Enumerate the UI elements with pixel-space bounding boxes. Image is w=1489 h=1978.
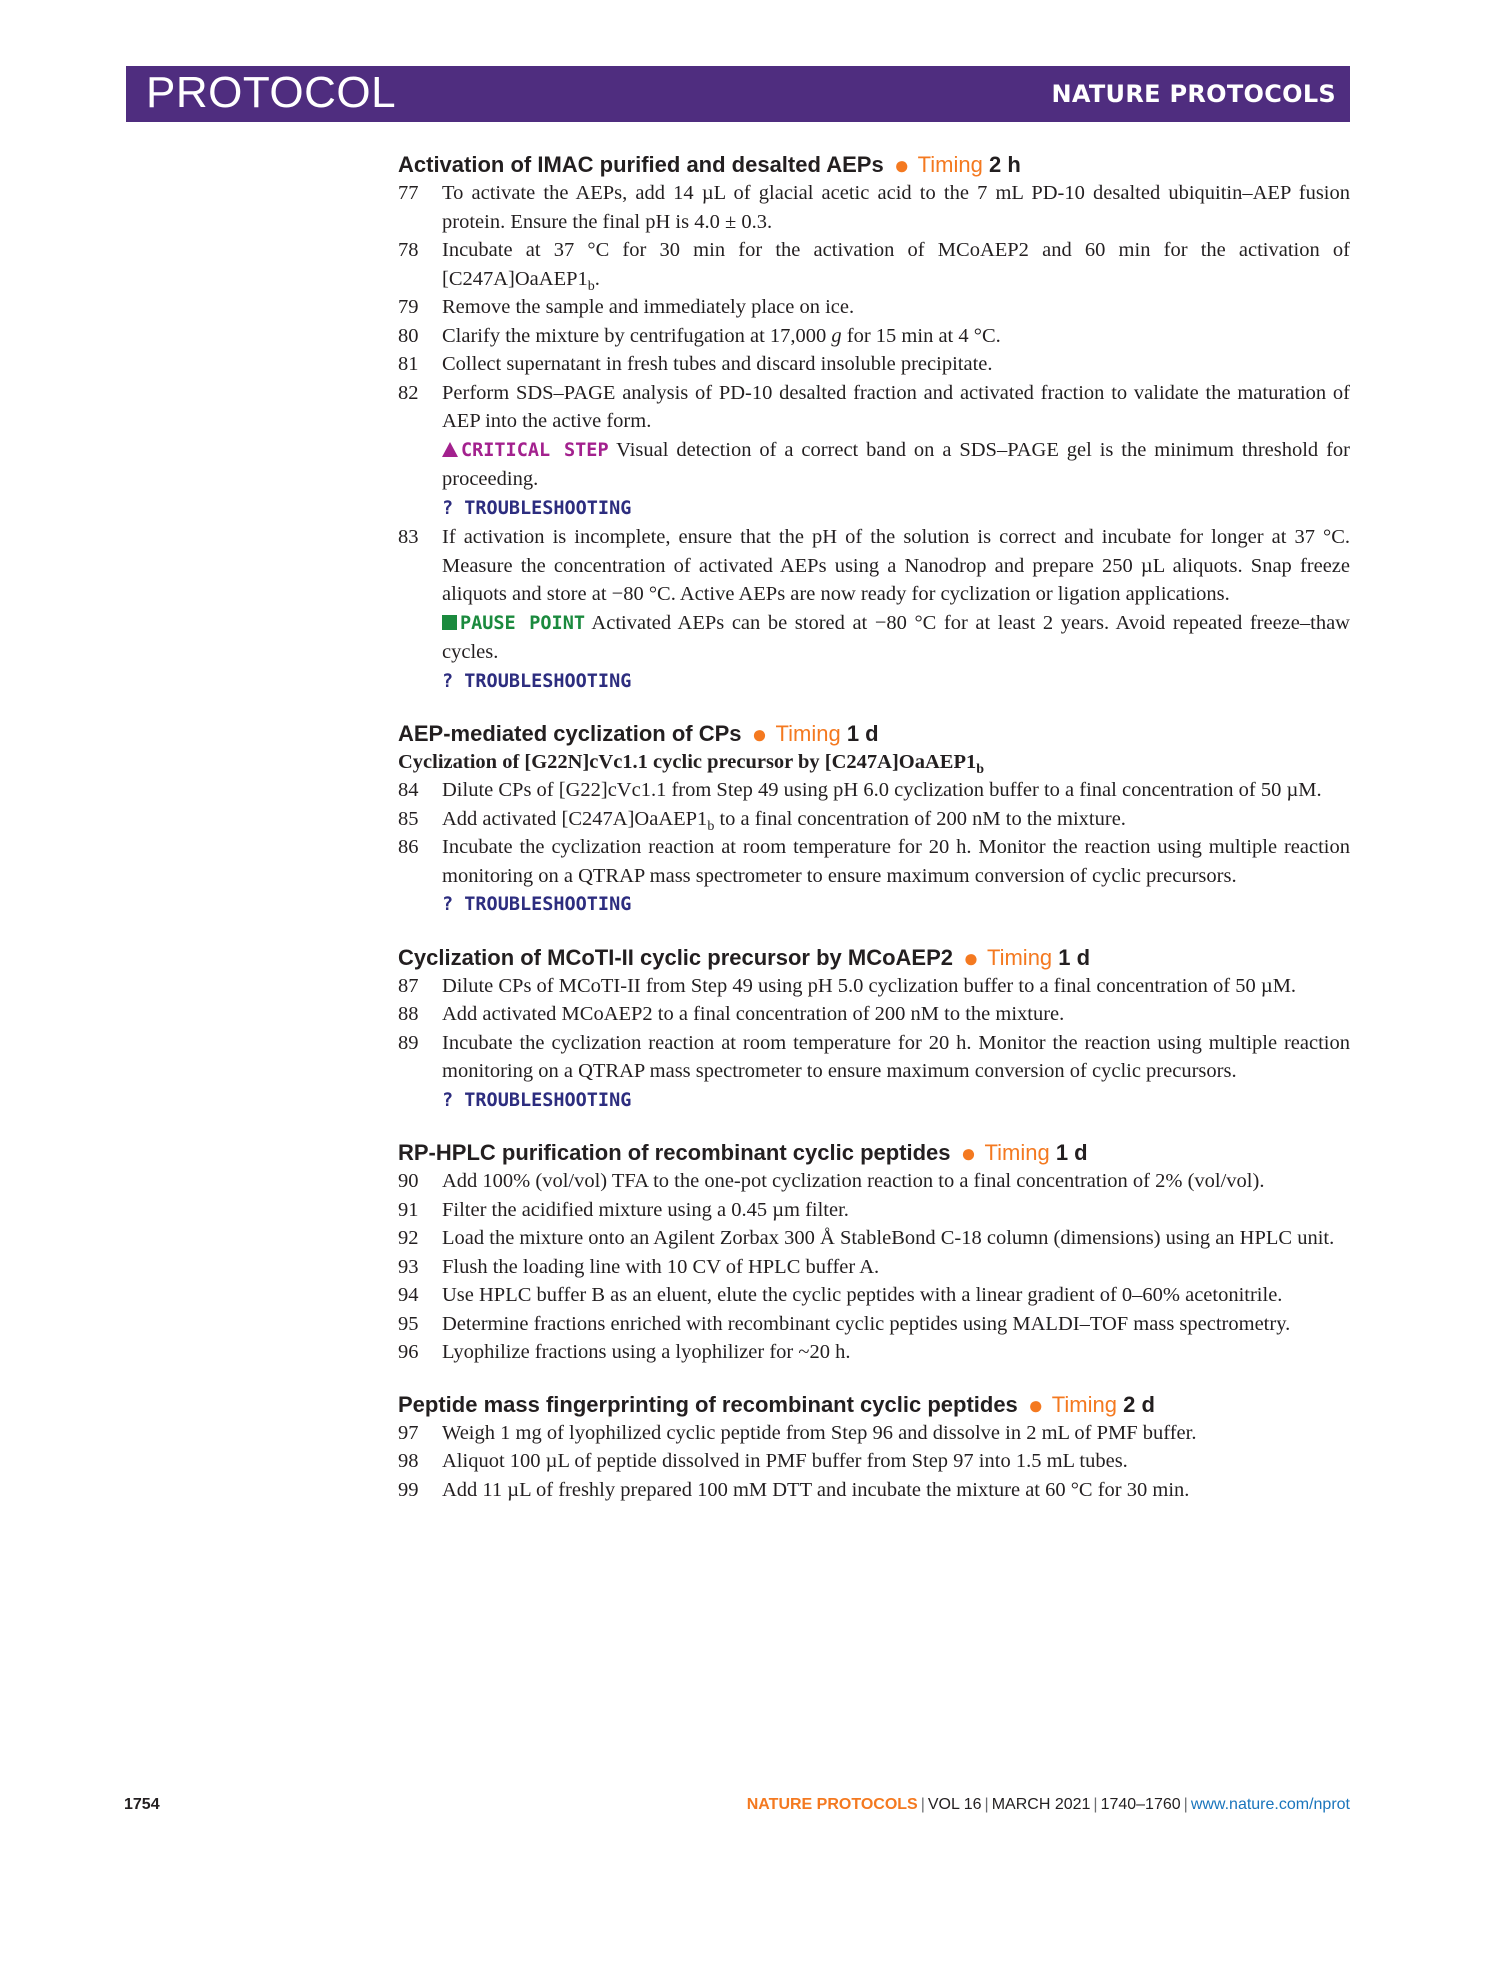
critical-step-text: Visual detection of a correct band on a SDS–PAGE gel is the minimum threshold for proceeding. [442, 438, 1350, 490]
pause-point-label: PAUSE POINT [460, 612, 585, 634]
step-text: Use HPLC buffer B as an eluent, elute the cyclic peptides with a linear gradient of 0–60% acetonitrile. [442, 1284, 1283, 1306]
step-text: Dilute CPs of MCoTI-II from Step 49 using pH 5.0 cyclization buffer to a final concentration of 50 µM. [442, 974, 1297, 997]
timing-dot-icon: ● [893, 150, 910, 180]
step-number: 95 [398, 1312, 419, 1335]
timing-value: 2 d [1123, 1391, 1155, 1417]
step-number: 83 [398, 526, 419, 548]
step-text: Weigh 1 mg of lyophilized cyclic peptide from Step 96 and dissolve in 2 mL of PMF buffer. [442, 1421, 1197, 1444]
timing-dot-icon: ● [960, 1138, 977, 1168]
footer-pages: 1740–1760 [1100, 1796, 1181, 1813]
timing-dot-icon: ● [963, 942, 979, 973]
section-title: RP-HPLC purification of recombinant cyclic peptides [398, 1140, 951, 1165]
step-number: 91 [398, 1198, 419, 1221]
step-text: Incubate the cyclization reaction at room temperature for 20 h. Monitor the reaction using multiple reaction monitoring on a QTRAP mass spectrometer to ensure maximum conversion of cyclic precursors. [442, 836, 1350, 887]
step-number: 90 [398, 1170, 419, 1192]
subscript: b [707, 818, 715, 834]
page-number: 1754 [124, 1796, 160, 1813]
step-text-main: Incubate at 37 °C for 30 min for the activation of MCoAEP2 and 60 min for the activation of [C247A]OaAEP1 [442, 239, 1350, 290]
step-number: 78 [398, 239, 419, 261]
step-96 [398, 1338, 1350, 1367]
timing-value: 1 d [1058, 944, 1091, 970]
section-heading-rphplc [398, 1139, 1350, 1167]
step-number: 89 [398, 1031, 419, 1054]
footer-journal-name: NATURE PROTOCOLS [746, 1796, 918, 1813]
step-text: Filter the acidified mixture using a 0.45 µm filter. [442, 1198, 849, 1221]
step-79 [398, 293, 1350, 322]
step-number: 99 [398, 1478, 419, 1501]
step-93 [398, 1253, 1350, 1282]
section-heading-pmf [398, 1391, 1350, 1419]
pause-point-note [442, 609, 1350, 667]
step-text-b: for 15 min at 4 °C. [841, 324, 1001, 347]
step-text: Load the mixture onto an Agilent Zorbax 300 Å StableBond C-18 column (dimensions) using an HPLC unit. [442, 1227, 1335, 1249]
header-banner [126, 66, 1350, 122]
timing-dot-icon: ● [751, 719, 768, 749]
step-text [442, 805, 1350, 834]
step-77 [398, 179, 1350, 236]
timing-label: Timing [986, 944, 1053, 970]
critical-step-note [442, 436, 1350, 494]
troubleshooting-link[interactable] [442, 667, 1350, 697]
step-text [442, 322, 1350, 351]
timing-label: Timing [984, 1140, 1050, 1165]
step-95 [398, 1310, 1350, 1339]
troubleshooting-link[interactable] [442, 1086, 1350, 1116]
step-87 [398, 972, 1350, 1001]
main-content [398, 151, 1350, 1504]
step-89 [398, 1029, 1350, 1086]
step-text: Remove the sample and immediately place on ice. [442, 296, 855, 318]
step-text [442, 236, 1350, 293]
section-heading-cyclization [398, 720, 1350, 748]
step-text: Dilute CPs of [G22]cVc1.1 from Step 49 using pH 6.0 cyclization buffer to a final concentration of 50 µM. [442, 779, 1322, 801]
step-85 [398, 805, 1350, 834]
page-footer [0, 1796, 1489, 1820]
section-title: Cyclization of MCoTI-II cyclic precursor by MCoAEP2 [398, 944, 953, 970]
step-text: Flush the loading line with 10 CV of HPLC buffer A. [442, 1255, 880, 1278]
step-text: Lyophilize fractions using a lyophilizer for ~20 h. [442, 1341, 851, 1363]
pause-square-icon [442, 615, 457, 630]
step-text-a: Clarify the mixture by centrifugation at 17,000 [442, 324, 832, 347]
step-99 [398, 1476, 1350, 1505]
troubleshooting-label[interactable]: ? TROUBLESHOOTING [442, 497, 632, 519]
timing-value: 1 d [846, 721, 879, 746]
timing-value: 2 h [988, 152, 1021, 177]
subscript: b [587, 278, 595, 294]
critical-triangle-icon [442, 442, 458, 457]
step-number: 86 [398, 836, 419, 858]
step-number: 87 [398, 974, 419, 997]
protocol-label: PROTOCOL [146, 68, 397, 117]
step-text-end: . [594, 267, 600, 290]
timing-label: Timing [775, 721, 841, 746]
step-81 [398, 350, 1350, 379]
step-number: 92 [398, 1227, 419, 1249]
step-number: 82 [398, 381, 419, 404]
step-88 [398, 1000, 1350, 1029]
step-number: 85 [398, 807, 419, 830]
pause-point-text: Activated AEPs can be stored at −80 °C for at least 2 years. Avoid repeated freeze–thaw cycles. [442, 611, 1350, 663]
subsection-heading-g22n [398, 748, 1350, 776]
footer-date: MARCH 2021 [991, 1796, 1091, 1813]
troubleshooting-label[interactable]: ? TROUBLESHOOTING [442, 894, 632, 915]
step-86 [398, 833, 1350, 890]
step-number: 84 [398, 779, 419, 801]
step-94 [398, 1281, 1350, 1310]
step-91 [398, 1196, 1350, 1225]
step-number: 94 [398, 1284, 419, 1306]
step-number: 81 [398, 353, 419, 375]
step-82 [398, 379, 1350, 436]
subscript: b [976, 762, 985, 778]
subsection-title: Cyclization of [G22N]cVc1.1 cyclic precursor by [C247A]OaAEP1 [398, 751, 977, 773]
step-text: Add activated MCoAEP2 to a final concentration of 200 nM to the mixture. [442, 1003, 1065, 1025]
step-78 [398, 236, 1350, 293]
timing-label: Timing [1051, 1391, 1117, 1417]
step-97 [398, 1419, 1350, 1448]
step-98 [398, 1447, 1350, 1476]
timing-label: Timing [917, 152, 983, 177]
step-83 [398, 523, 1350, 609]
troubleshooting-link[interactable] [442, 890, 1350, 920]
step-text: Collect supernatant in fresh tubes and discard insoluble precipitate. [442, 353, 993, 375]
section-heading-activation [398, 151, 1350, 179]
step-text: Incubate the cyclization reaction at room temperature for 20 h. Monitor the reaction using multiple reaction monitoring on a QTRAP mass spectrometer to ensure maximum conversion of cyclic precursors. [442, 1031, 1350, 1082]
step-text-main: Add activated [C247A]OaAEP1 [442, 807, 708, 830]
step-number: 96 [398, 1341, 419, 1363]
step-text: Determine fractions enriched with recombinant cyclic peptides using MALDI–TOF mass spectrometry. [442, 1312, 1291, 1335]
step-text: Add 11 µL of freshly prepared 100 mM DTT and incubate the mixture at 60 °C for 30 min. [442, 1478, 1190, 1501]
troubleshooting-label[interactable]: ? TROUBLESHOOTING [442, 670, 632, 692]
step-92 [398, 1224, 1350, 1253]
timing-dot-icon: ● [1027, 1389, 1044, 1420]
section-title: Activation of IMAC purified and desalted AEPs [398, 152, 884, 177]
section-heading-mcoti [398, 944, 1350, 972]
step-number: 80 [398, 324, 419, 347]
section-title: AEP-mediated cyclization of CPs [398, 721, 742, 746]
critical-step-label: CRITICAL STEP [461, 439, 609, 461]
step-number: 97 [398, 1421, 419, 1444]
step-90 [398, 1167, 1350, 1196]
footer-url-link[interactable]: www.nature.com/nprot [1190, 1796, 1350, 1813]
footer-volume: VOL 16 [927, 1796, 982, 1813]
troubleshooting-label[interactable]: ? TROUBLESHOOTING [442, 1089, 632, 1111]
step-text: To activate the AEPs, add 14 µL of glacial acetic acid to the 7 mL PD-10 desalted ubiquitin–AEP fusion protein. Ensure the final pH is 4.0 ± 0.3. [442, 182, 1350, 233]
step-number: 93 [398, 1255, 419, 1278]
troubleshooting-link[interactable] [442, 494, 1350, 524]
step-80 [398, 322, 1350, 351]
step-number: 77 [398, 182, 419, 204]
step-text: Add 100% (vol/vol) TFA to the one-pot cyclization reaction to a final concentration of 2% (vol/vol). [442, 1170, 1265, 1192]
step-text-end: to a final concentration of 200 nM to the mixture. [714, 807, 1126, 830]
journal-title: NATURE PROTOCOLS [1051, 80, 1336, 108]
step-number: 98 [398, 1450, 419, 1472]
section-title: Peptide mass fingerprinting of recombinant cyclic peptides [398, 1391, 1018, 1417]
step-text: If activation is incomplete, ensure that the pH of the solution is correct and incubate for longer at 37 °C. Measure the concentration of activated AEPs using a Nanodrop and prepare 250 µL aliquots. Snap freeze aliquots and store at −80 °C. Active AEPs are now ready for cyclization or ligation applications. [442, 526, 1350, 605]
step-number: 88 [398, 1003, 419, 1025]
g-force-symbol: g [831, 324, 842, 347]
step-text: Aliquot 100 µL of peptide dissolved in PMF buffer from Step 97 into 1.5 mL tubes. [442, 1450, 1128, 1472]
step-number: 79 [398, 296, 419, 318]
step-84 [398, 776, 1350, 805]
journal-citation: NATURE PROTOCOLS | VOL 16 | MARCH 2021 | 1740–1760 | www.nature.com/nprot [746, 1796, 1350, 1813]
step-text: Perform SDS–PAGE analysis of PD-10 desalted fraction and activated fraction to validate the maturation of AEP into the active form. [442, 381, 1350, 432]
timing-value: 1 d [1055, 1140, 1088, 1165]
